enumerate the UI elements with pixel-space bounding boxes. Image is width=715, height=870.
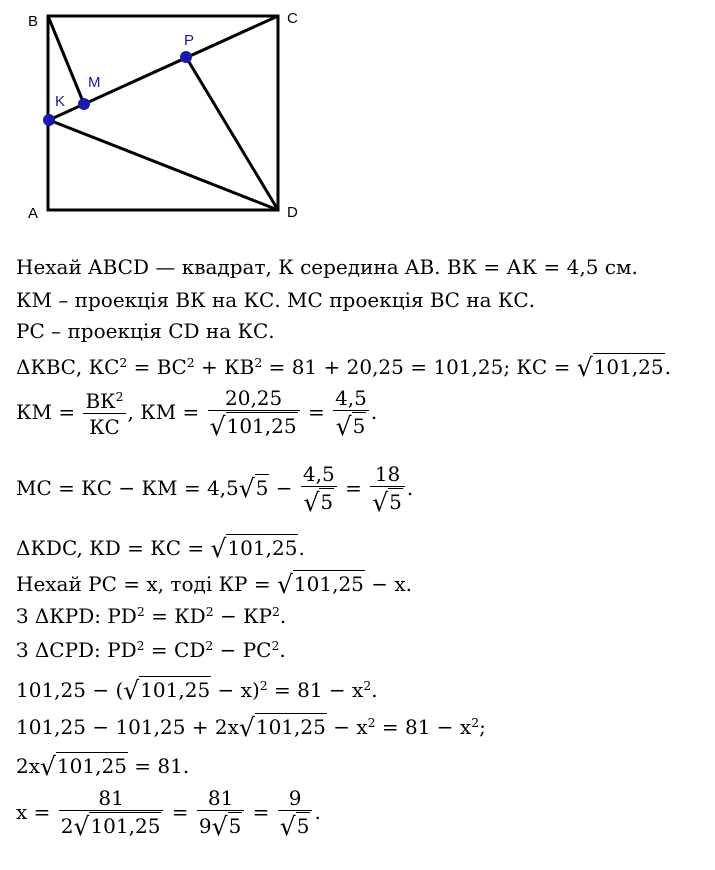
fraction-4-5: $\frac{4,5}{√5}$ (335, 386, 367, 441)
line-12: $101,25 - 101,25 + 2x√101,25 - x^2 = 81 - x^2$; (16, 713, 486, 742)
line-9: З ΔКРD: $PD^2 = КD^2 - КР^2$. (16, 604, 287, 628)
line-8: Нехай РС = x, тоді КР = √101,25 − x. (16, 570, 413, 599)
geometry-figure (0, 0, 330, 230)
label-a: A (28, 205, 39, 222)
line-14: x = $\frac{81}{2√101,25}$ = $\frac{81}{9√5}$ = $\frac{9}{√5}$ . (16, 786, 321, 841)
fraction-9: $\frac{9}{√5}$ (278, 788, 313, 839)
point-p (180, 51, 192, 63)
square-abcd (48, 16, 278, 210)
fraction-bk2-kc: $\frac{ВК^2}{КС}$ (85, 388, 124, 439)
label-d: D (287, 204, 298, 221)
label-p: P (184, 32, 195, 49)
label-m: M (88, 74, 101, 91)
label-k: K (55, 93, 66, 110)
line-1: Нехай ABCD — квадрат, К середина AB. ВК = АК = 4,5 см. (16, 255, 638, 279)
fraction-18: $\frac{18}{√5}$ (370, 464, 405, 515)
point-k (43, 114, 55, 126)
sqrt-expr: √101,25 (576, 353, 664, 382)
line-10: З ΔСРD: $PD^2 = CD^2 - РС^2$. (16, 638, 286, 662)
fraction-81-a: $\frac{81}{2√101,25}$ (59, 788, 164, 839)
line-11: $101,25 - (√101,25 - x)^2 = 81 - x^2$. (16, 676, 378, 705)
segment-bk-diag (48, 16, 84, 104)
point-m (78, 98, 90, 110)
line-6: МС = КС − КМ = 4,5√5 − $\frac{4,5}{√5}$ = $\frac{18}{√5}$ . (16, 462, 414, 517)
line-7: ΔКDC, КD = КС = √101,25. (16, 534, 305, 563)
fraction-81-b: $\frac{81}{9√5}$ (197, 788, 244, 839)
line-13: 2x√101,25 = 81. (16, 752, 190, 781)
line-4: ΔКВС, $КС^2 = ВС^2 + КВ^2 = 81 + 20,25 = 101,25$; КС = √101,25. (16, 353, 671, 382)
label-b: B (28, 13, 39, 30)
line-3: РС – проекція CD на КС. (16, 319, 275, 343)
label-c: C (287, 10, 298, 27)
segment-kd (49, 120, 278, 210)
fraction-4-5-b: $\frac{4,5}{√5}$ (302, 462, 335, 517)
line-5: КМ = $\frac{ВК^2}{КС}$ , КМ = $\frac{20,25}{√101,25}$ = $\frac{4,5}{√5}$ . (16, 386, 378, 441)
line-2: КМ – проекція ВК на КС. МС проекція ВС на КС. (16, 288, 536, 312)
fraction-20-25: $\frac{20,25}{√101,25}$ (208, 388, 300, 439)
segment-pd (186, 57, 278, 210)
